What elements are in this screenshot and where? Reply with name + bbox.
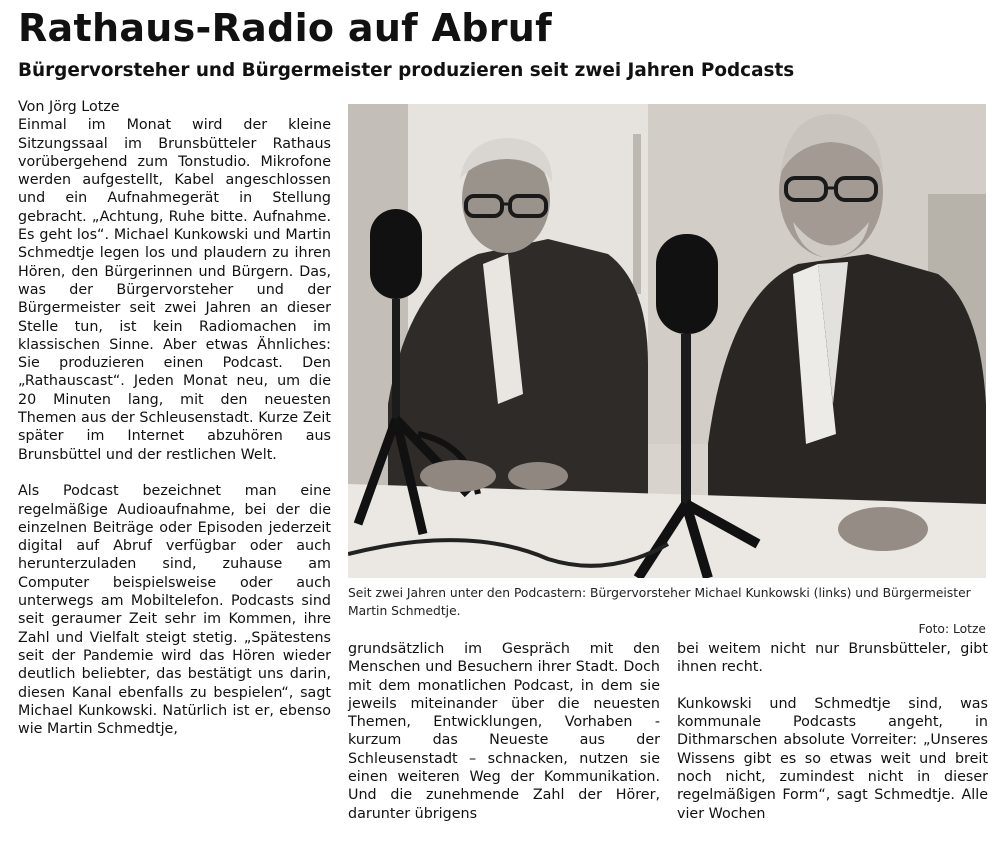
body-paragraph: Einmal im Monat wird der kleine Sitzungssaal im Brunsbütteler Rathaus vorübergehend zum Tonstudio. Mikrofone werden aufgestellt, Kabel angeschlossen und ein Aufnahmegerät in Stellung gebracht. „Achtung, Ruhe bitte. Aufnahme. Es geht los“. Michael Kunkowski und Martin Schmedtje legen los und plaudern zu ihren Hören, den Bürgerinnen und Bürgern. Das, was der Bürgervorsteher und der Bürgermeister seit zwei Jahren an dieser Stelle tun, ist kein Radiomachen im klassischen Sinne. Aber etwas Ähnliches: Sie produzieren einen Podcast. Den „Rathauscast“. Jeden Monat neu, um die 20 Minuten lang, mit den neuesten Themen aus der Schleusenstadt. Kurze Zeit später im Internet abzuhören aus Brunsbüttel und der restlichen Welt. (18, 117, 331, 463)
caption-text: Seit zwei Jahren unter den Podcastern: Bürgervorsteher Michael Kunkowski (links) und Bürgermeister Martin Schmedtje. (348, 586, 971, 618)
article-photo (348, 104, 986, 578)
author-byline: Von Jörg Lotze (18, 99, 120, 115)
photo-podcast-hosts (348, 104, 986, 578)
article-headline: Rathaus-Radio auf Abruf (18, 6, 552, 50)
body-paragraph: grundsätzlich im Gespräch mit den Menschen und Besuchern ihrer Stadt. Doch mit dem monatlichen Podcast, in dem sie jeweils miteinander über die neuesten Themen, Entwicklungen, Vorhaben - kurzum das Neueste aus der Schleusenstadt – schnacken, nutzen sie einen weiteren Weg der Kommunikation. Und die zunehmende Zahl der Hörer, darunter übrigens (348, 641, 660, 822)
body-paragraph: bei weitem nicht nur Brunsbütteler, gibt ihnen recht. (677, 641, 988, 676)
article-column-2 (348, 640, 660, 823)
body-paragraph: Kunkowski und Schmedtje sind, was kommunale Podcasts angeht, in Dithmarschen absolute Vorreiter: „Unseres Wissens gibt es so etwas weit und breit noch nicht, zumindest nicht in dieser regelmäßigen Form“, sagt Schmedtje. Alle vier Wochen (677, 695, 988, 822)
article-subheadline: Bürgervorsteher und Bürgermeister produzieren seit zwei Jahren Podcasts (18, 60, 795, 81)
article-column-3 (677, 640, 988, 823)
body-paragraph: Als Podcast bezeichnet man eine regelmäßige Audioaufnahme, bei der die einzelnen Beiträge oder Episoden jederzeit digital auf Abruf verfügbar oder auch herunterzuladen sind, zuhause am Computer beispielsweise oder auch unterwegs am Mobiltelefon. Podcasts sind seit geraumer Zeit sehr im Kommen, ihre Zahl und Vielfalt steigt stetig. „Spätestens seit der Pandemie wird das Hören wieder deutlich beliebter, das bestätigt uns darin, diesen Kanal ebenfalls zu bespielen“, sagt Michael Kunkowski. Natürlich ist er, ebenso wie Martin Schmedtje, (18, 483, 331, 738)
article-column-1 (18, 98, 331, 738)
photo-credit: Foto: Lotze (918, 622, 986, 636)
photo-caption (348, 584, 986, 638)
